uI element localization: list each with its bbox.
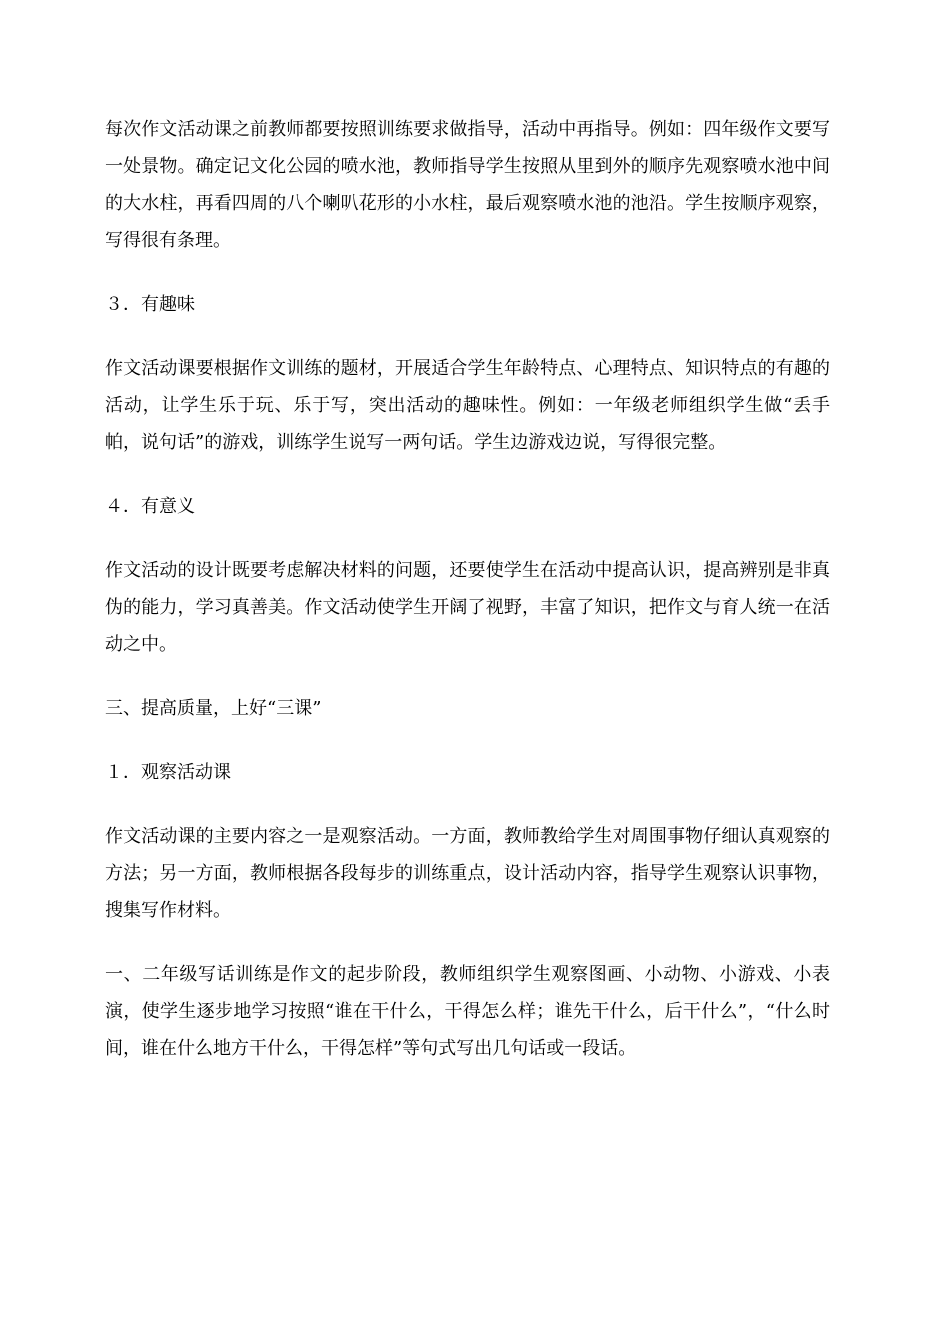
heading-interesting: ３．有趣味 — [105, 294, 195, 315]
paragraph-interesting: 作文活动课要根据作文训练的题材，开展适合学生年龄特点、心理特点、知识特点的有趣的活动，让学生乐于玩、乐于写，突出活动的趣味性。例如：一年级老师组织学生做“丢手帕，说句话”的游戏，训练学生说写一两句话。学生边游戏边说，写得很完整。 — [105, 358, 830, 453]
document-body — [105, 111, 830, 1067]
heading-observation-class: １．观察活动课 — [105, 762, 231, 783]
paragraph-observation: 作文活动课的主要内容之一是观察活动。一方面，教师教给学生对周围事物仔细认真观察的方法；另一方面，教师根据各段每步的训练重点，设计活动内容，指导学生观察认识事物，搜集写作材料。 — [105, 826, 830, 921]
section-heading-quality: 三、提高质量，上好“三课” — [105, 698, 322, 719]
paragraph-grade-one-two: 一、二年级写话训练是作文的起步阶段，教师组织学生观察图画、小动物、小游戏、小表演，使学生逐步地学习按照“谁在干什么，干得怎么样；谁先干什么，后干什么”，“什么时间，谁在什么地方干什么，干得怎样”等句式写出几句话或一段话。 — [105, 964, 830, 1059]
paragraph-guidance: 每次作文活动课之前教师都要按照训练要求做指导，活动中再指导。例如：四年级作文要写一处景物。确定记文化公园的喷水池，教师指导学生按照从里到外的顺序先观察喷水池中间的大水柱，再看四周的八个喇叭花形的小水柱，最后观察喷水池的池沿。学生按顺序观察，写得很有条理。 — [105, 119, 830, 251]
heading-meaningful: ４．有意义 — [105, 496, 195, 517]
paragraph-meaningful: 作文活动的设计既要考虑解决材料的问题，还要使学生在活动中提高认识，提高辨别是非真伪的能力，学习真善美。作文活动使学生开阔了视野，丰富了知识，把作文与育人统一在活动之中。 — [105, 560, 830, 655]
